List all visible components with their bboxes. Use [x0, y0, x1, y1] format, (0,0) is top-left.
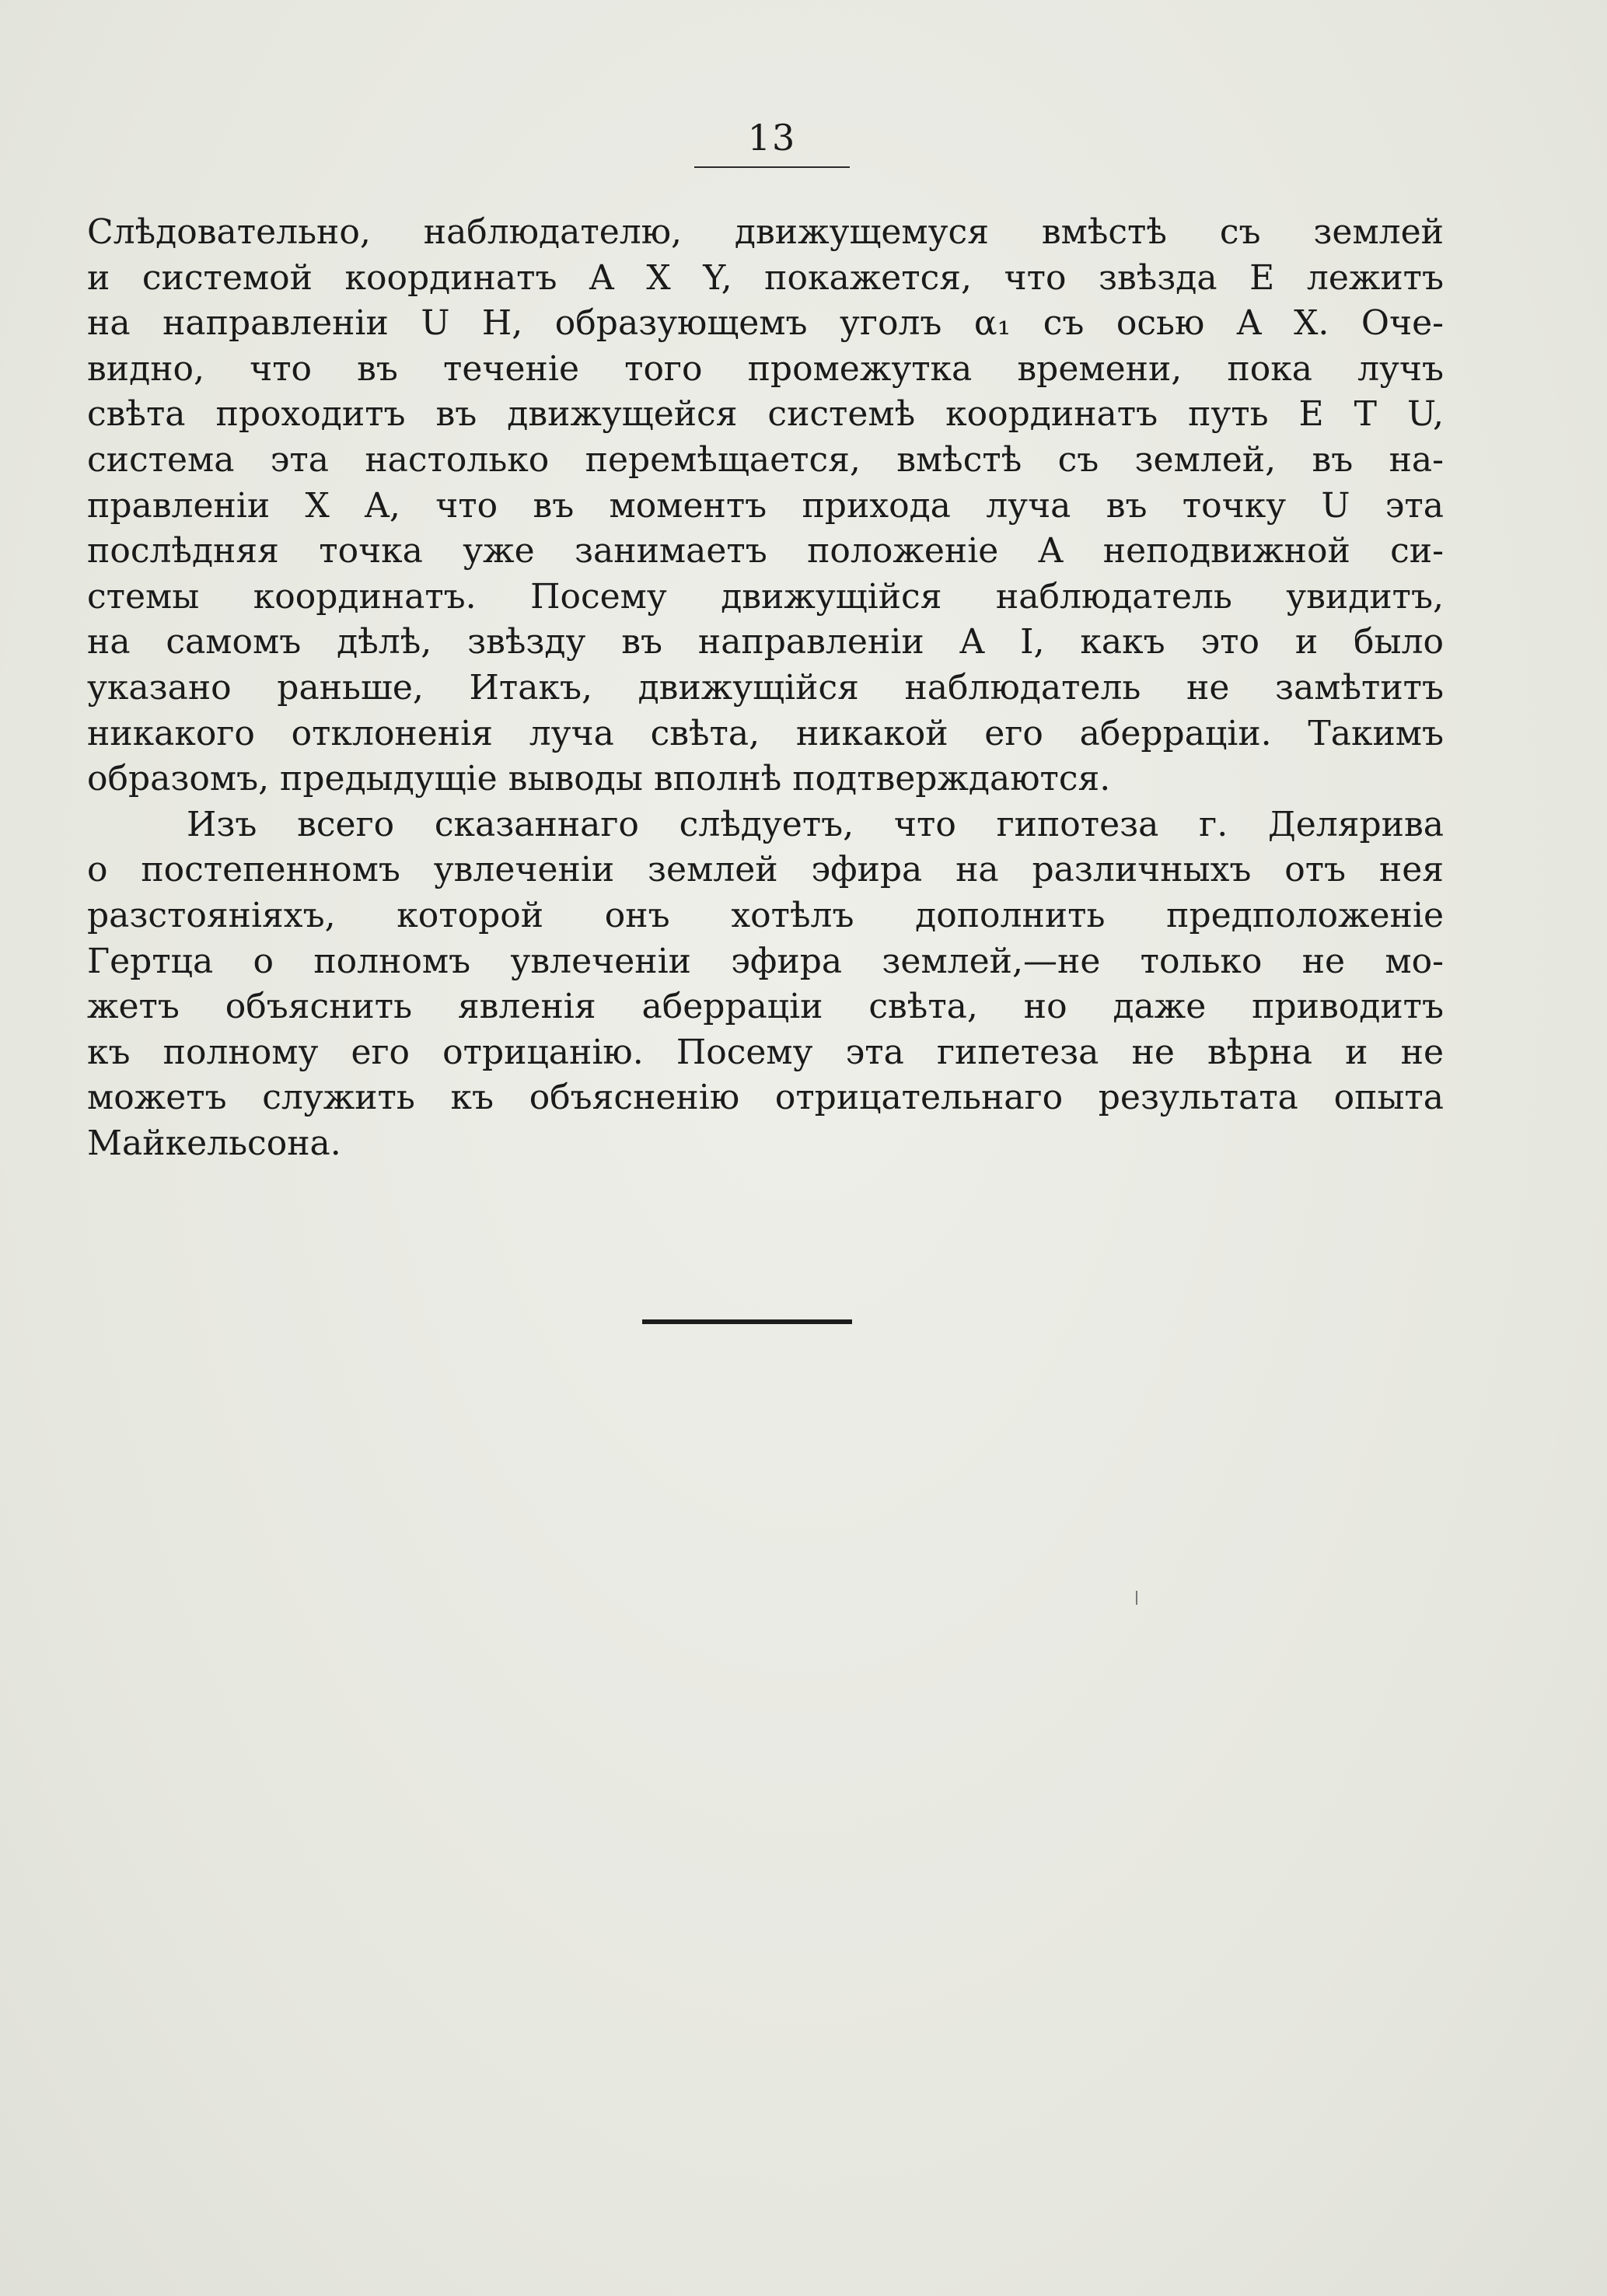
text-line: о постепенномъ увлеченіи землей эфира на различныхъ отъ нея: [87, 850, 1444, 890]
page-number-rule: [694, 166, 850, 168]
paragraph-1: [87, 210, 1444, 802]
text-line: система эта настолько перемѣщается, вмѣстѣ съ землей, въ на-: [87, 439, 1444, 480]
text-line: правленіи X A, что въ моментъ прихода луча въ точку U эта: [87, 485, 1444, 526]
text-line: и системой координатъ A X Y, покажется, что звѣзда E лежитъ: [87, 257, 1444, 298]
paper-mark: [1136, 1591, 1137, 1605]
text-line: видно, что въ теченіе того промежутка времени, пока лучъ: [87, 348, 1444, 389]
section-end-rule: [642, 1319, 852, 1324]
text-line: Изъ всего сказаннаго слѣдуетъ, что гипотеза г. Делярива: [187, 804, 1444, 844]
text-line: разстояніяхъ, которой онъ хотѣлъ дополнить предположеніе: [87, 895, 1444, 935]
text-line: образомъ, предыдущіе выводы вполнѣ подтверждаются.: [87, 759, 1111, 799]
text-line: жетъ объяснить явленія аберраціи свѣта, но даже приводитъ: [87, 987, 1444, 1027]
text-line: указано раньше, Итакъ, движущійся наблюдатель не замѣтитъ: [87, 667, 1444, 708]
paragraph-2: [87, 802, 1444, 1167]
body-text: [87, 210, 1444, 1166]
text-line: Гертца о полномъ увлеченіи эфира землей,—не только не мо-: [87, 941, 1444, 981]
text-line: можетъ служить къ объясненію отрицательнаго результата опыта: [87, 1078, 1444, 1118]
text-line: никакого отклоненія луча свѣта, никакой его аберраціи. Такимъ: [87, 713, 1444, 753]
text-line: Слѣдовательно, наблюдателю, движущемуся вмѣстѣ съ землей: [87, 212, 1444, 252]
page-number: 13: [747, 117, 797, 159]
text-line: на самомъ дѣлѣ, звѣзду въ направленіи A I, какъ это и было: [87, 622, 1444, 662]
text-line: на направленіи U H, образующемъ уголъ α₁ съ осью A X. Оче-: [87, 303, 1444, 344]
text-line: къ полному его отрицанію. Посему эта гипетеза не вѣрна и не: [87, 1032, 1444, 1072]
text-line: Майкельсона.: [87, 1123, 341, 1163]
text-line: стемы координатъ. Посему движущійся наблюдатель увидитъ,: [87, 576, 1444, 617]
text-line: свѣта проходитъ въ движущейся системѣ координатъ путь E T U,: [87, 394, 1444, 435]
text-line: послѣдняя точка уже занимаетъ положеніе A неподвижной си-: [87, 531, 1444, 571]
